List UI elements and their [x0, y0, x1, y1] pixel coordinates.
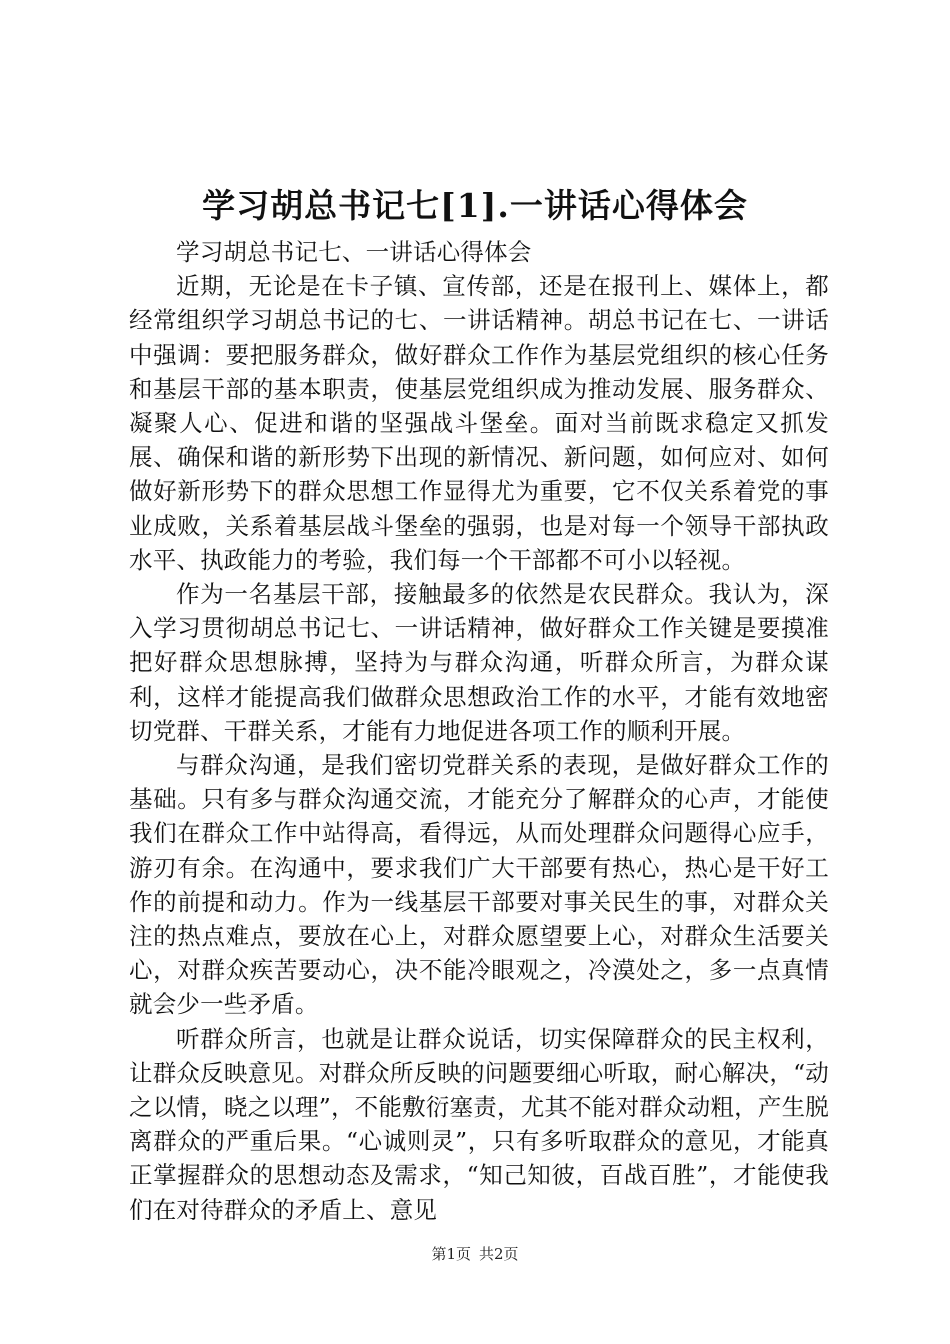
page-footer [0, 1244, 950, 1264]
document-title: 学习胡总书记七[1].一讲话心得体会 [202, 186, 748, 225]
body-paragraph: 与群众沟通，是我们密切党群关系的表现，是做好群众工作的基础。只有多与群众沟通交流，才能充分了解群众的心声，才能使我们在群众工作中站得高，看得远，从而处理群众问题得心应手，游刃有余。在沟通中，要求我们广大干部要有热心，热心是干好工作的前提和动力。作为一线基层干部要对事关民生的事，对群众关注的热点难点，要放在心上，对群众愿望要上心，对群众生活要关心，对群众疾苦要动心，决不能冷眼观之，冷漠处之，多一点真情就会少一些矛盾。 [129, 751, 829, 1019]
subtitle-paragraph: 学习胡总书记七、一讲话心得体会 [176, 238, 532, 266]
body-paragraph: 近期，无论是在卡子镇、宣传部，还是在报刊上、媒体上，都经常组织学习胡总书记的七、一讲话精神。胡总书记在七、一讲话中强调：要把服务群众，做好群众工作作为基层党组织的核心任务和基层干部的基本职责，使基层党组织成为推动发展、服务群众、凝聚人心、促进和谐的坚强战斗堡垒。面对当前既求稳定又抓发展、确保和谐的新形势下出现的新情况、新问题，如何应对、如何做好新形势下的群众思想工作显得尤为重要，它不仅关系着党的事业成败，关系着基层战斗堡垒的强弱，也是对每一个领导干部执政水平、执政能力的考验，我们每一个干部都不可小以轻视。 [129, 272, 829, 574]
page-total: 共2页 [479, 1245, 519, 1263]
document-body [129, 235, 829, 1227]
body-paragraph: 作为一名基层干部，接触最多的依然是农民群众。我认为，深入学习贯彻胡总书记七、一讲话精神，做好群众工作关键是要摸准把好群众思想脉搏，坚持为与群众沟通，听群众所言，为群众谋利，这样才能提高我们做群众思想政治工作的水平，才能有效地密切党群、干群关系，才能有力地促进各项工作的顺利开展。 [129, 580, 829, 745]
page-number: 第1页 [431, 1245, 471, 1263]
body-paragraph: 听群众所言，也就是让群众说话，切实保障群众的民主权利，让群众反映意见。对群众所反映的问题要细心听取，耐心解决，“动之以情，晓之以理”，不能敷衍塞责，尤其不能对群众动粗，产生脱离群众的严重后果。“心诚则灵”，只有多听取群众的意见，才能真正掌握群众的思想动态及需求，“知己知彼，百战百胜”，才能使我们在对待群众的矛盾上、意见 [129, 1024, 829, 1224]
